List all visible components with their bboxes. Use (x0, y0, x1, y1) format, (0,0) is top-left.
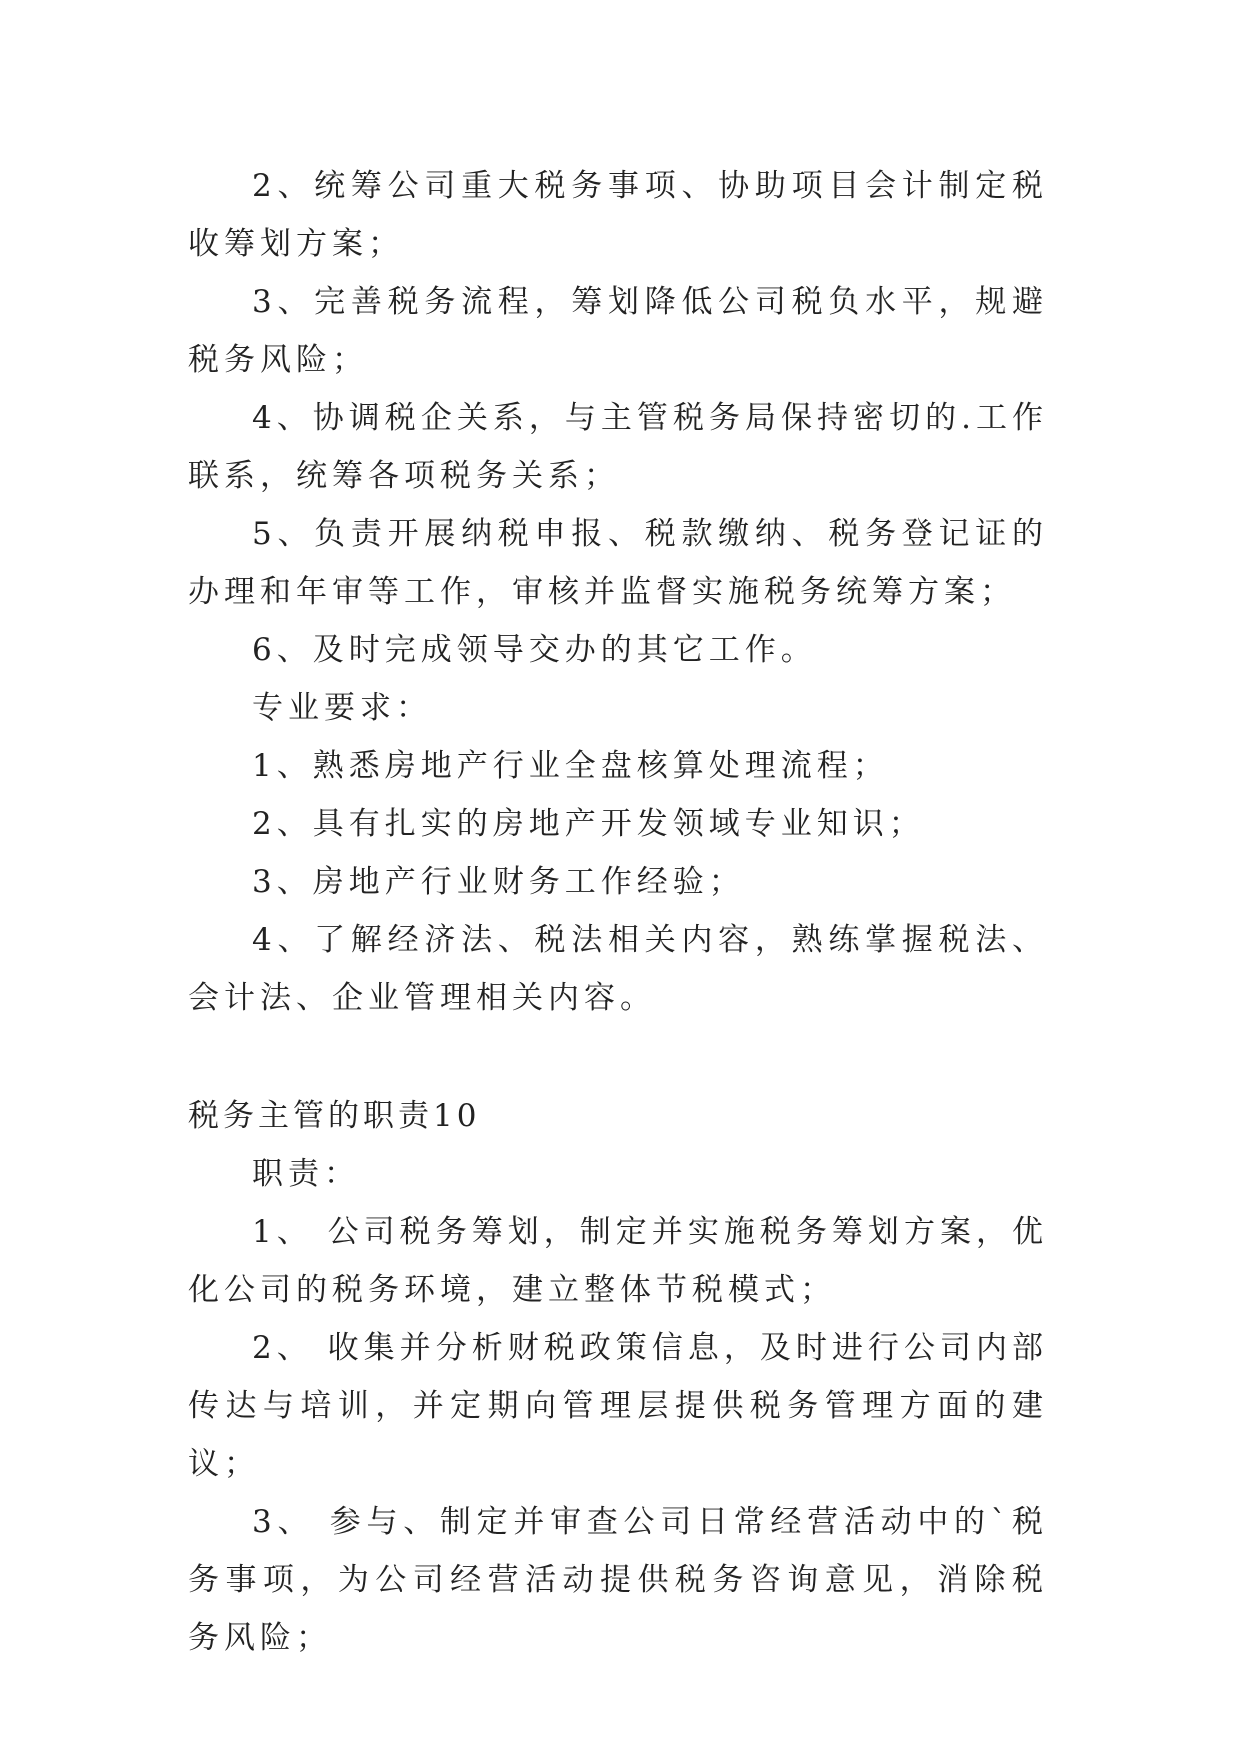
paragraph: 1、熟悉房地产行业全盘核算处理流程； (252, 748, 889, 784)
section-title: 税务主管的职责10 (188, 1098, 481, 1134)
paragraph: 6、及时完成领导交办的其它工作。 (252, 632, 817, 668)
paragraph: 2、具有扎实的房地产开发领域专业知识； (252, 806, 925, 842)
paragraph: 4、协调税企关系，与主管税务局保持密切的.工作联系，统筹各项税务关系； (188, 400, 1048, 494)
paragraph: 3、完善税务流程，筹划降低公司税负水平，规避税务风险； (188, 284, 1048, 378)
paragraph: 5、负责开展纳税申报、税款缴纳、税务登记证的办理和年审等工作，审核并监督实施税务统筹方案； (188, 516, 1048, 610)
document-body (188, 157, 1048, 1667)
paragraph: 3、 参与、制定并审查公司日常经营活动中的`税务事项，为公司经营活动提供税务咨询意见，消除税务风险； (188, 1504, 1048, 1656)
subheading: 专业要求： (252, 690, 432, 726)
paragraph: 4、了解经济法、税法相关内容，熟练掌握税法、会计法、企业管理相关内容。 (188, 922, 1048, 1016)
section-spacer (188, 1027, 1048, 1087)
paragraph: 2、统筹公司重大税务事项、协助项目会计制定税收筹划方案； (188, 168, 1048, 262)
paragraph: 3、房地产行业财务工作经验； (252, 864, 745, 900)
subheading: 职责： (252, 1156, 360, 1192)
paragraph: 1、 公司税务筹划，制定并实施税务筹划方案，优化公司的税务环境，建立整体节税模式； (188, 1214, 1048, 1308)
paragraph: 2、 收集并分析财税政策信息，及时进行公司内部传达与培训，并定期向管理层提供税务管理方面的建议； (188, 1330, 1048, 1482)
